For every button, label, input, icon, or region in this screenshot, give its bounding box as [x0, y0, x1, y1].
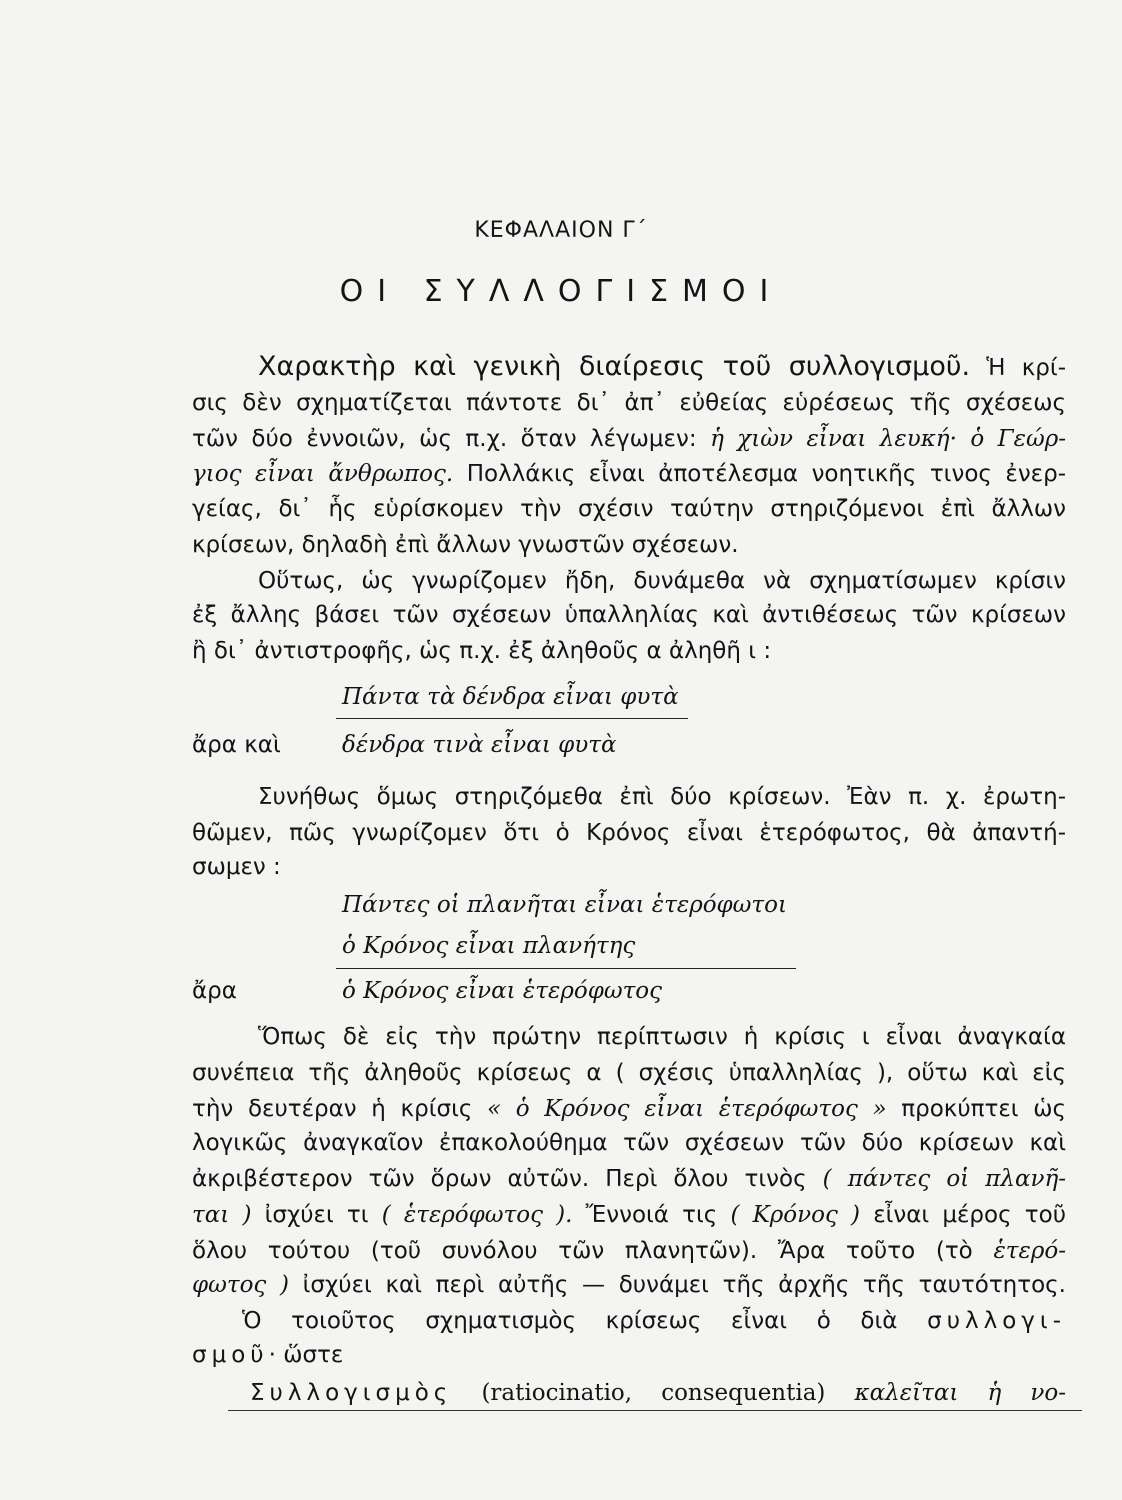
text-segment: Ἔννοιά τις	[585, 1202, 718, 1228]
text-segment: ἰσχύει τι	[264, 1202, 369, 1228]
italic-term: ( Κρόνος )	[730, 1202, 861, 1228]
paragraph-line: σις δὲν σχηματίζεται πάντοτε δι᾽ ἀπ᾽ εὐθείας εὑρέσεως τῆς σχέσεως	[192, 390, 1066, 416]
conclusion: ὁ Κρόνος εἶναι ἑτερόφωτος	[342, 978, 663, 1004]
latin-term: (ratiocinatio, consequentia)	[481, 1380, 826, 1406]
therefore-label: ἄρα	[192, 978, 237, 1004]
spaced-term: συλλογι-	[927, 1308, 1066, 1334]
conclusion: δένδρα τινὰ εἶναι φυτὰ	[342, 732, 617, 758]
text-segment: τῶν δύο ἐννοιῶν, ὡς π.χ. ὅταν λέγωμεν:	[192, 426, 697, 452]
italic-example: ἡ χιὼν εἶναι λευκή· ὁ Γεώρ-	[710, 426, 1066, 452]
minor-premise: ὁ Κρόνος εἶναι πλανήτης	[342, 933, 636, 959]
italic-term: καλεῖται ἡ νο-	[854, 1380, 1066, 1406]
italic-term: ( πάντες οἱ πλανῆ-	[822, 1166, 1067, 1192]
chapter-title: ΟΙ ΣΥΛΛΟΓΙΣΜΟΙ	[339, 274, 783, 309]
text-segment: ἰσχύει καὶ περὶ αὐτῆς — δυνάμει τῆς ἀρχῆς τῆς ταυτότητος.	[302, 1272, 1066, 1298]
text-segment: προκύπτει ὡς	[901, 1096, 1066, 1122]
italic-quote: « ὁ Κρόνος εἶναι ἑτερόφωτος »	[487, 1096, 887, 1122]
chapter-heading: ΚΕΦΑΛΑΙΟΝ Γ΄	[474, 218, 648, 243]
paragraph-line	[192, 1236, 1066, 1266]
italic-term: ἑτερό-	[993, 1238, 1067, 1264]
premise: Πάντα τὰ δένδρα εἶναι φυτὰ	[342, 684, 679, 710]
text-segment: Ἡ κρί-	[986, 355, 1066, 381]
therefore-label: ἄρα καὶ	[192, 732, 281, 758]
paragraph-line: κρίσεων, δηλαδὴ ἐπὶ ἄλλων γνωστῶν σχέσεων.	[192, 532, 739, 558]
paragraph-line	[192, 1306, 1066, 1336]
paragraph-line	[192, 459, 1066, 489]
section-lead: Χαρακτὴρ καὶ γενικὴ διαίρεσις τοῦ συλλογισμοῦ.	[258, 351, 971, 382]
paragraph-line	[192, 1094, 1066, 1124]
text-segment: Ὁ τοιοῦτος σχηματισμὸς κρίσεως εἶναι ὁ διὰ	[242, 1308, 898, 1334]
paragraph-line: συνέπεια τῆς ἀληθοῦς κρίσεως α ( σχέσις ὑπαλληλίας ), οὕτω καὶ εἰς	[192, 1060, 1066, 1086]
paragraph-line: σωμεν :	[192, 854, 281, 880]
italic-term: ( ἑτερόφωτος ).	[381, 1202, 573, 1228]
spaced-term: Συλλογισμὸς	[250, 1380, 453, 1406]
spaced-term: σμοῦ	[192, 1342, 269, 1368]
paragraph-line: λογικῶς ἀναγκαῖον ἐπακολούθημα τῶν σχέσεων τῶν δύο κρίσεων καὶ	[192, 1130, 1066, 1156]
italic-term: φωτος )	[192, 1272, 289, 1298]
major-premise: Πάντες οἱ πλανῆται εἶναι ἑτερόφωτοι	[342, 892, 788, 918]
text-segment: Πολλάκις εἶναι ἀποτέλεσμα νοητικῆς τινος ἐνερ-	[466, 461, 1067, 487]
text-segment: ἀκριβέστερον τῶν ὅρων αὐτῶν. Περὶ ὅλου τινὸς	[192, 1166, 807, 1192]
paragraph-line	[192, 1340, 1066, 1370]
inference-line	[336, 718, 688, 719]
paragraph-line: Ὅπως δὲ εἰς τὴν πρώτην περίπτωσιν ἡ κρίσις ι εἶναι ἀναγκαία	[258, 1024, 1066, 1050]
text-segment: ὅλου τούτου (τοῦ συνόλου τῶν πλανητῶν). Ἄρα τοῦτο (τὸ	[192, 1238, 973, 1264]
paragraph-line: γείας, δι᾽ ἧς εὑρίσκομεν τὴν σχέσιν ταύτην στηριζόμενοι ἐπὶ ἄλλων	[192, 496, 1066, 522]
paragraph-line	[192, 352, 1066, 383]
text-segment: εἶναι μέρος τοῦ	[873, 1202, 1066, 1228]
paragraph-line: Οὕτως, ὡς γνωρίζομεν ἤδη, δυνάμεθα νὰ σχηματίσωμεν κρίσιν	[258, 568, 1066, 594]
paragraph-line	[192, 1200, 1066, 1230]
paragraph-line: ἢ δι᾽ ἀντιστροφῆς, ὡς π.χ. ἐξ ἀληθοῦς α ἀληθῆ ι :	[192, 638, 772, 664]
paragraph-line: θῶμεν, πῶς γνωρίζομεν ὅτι ὁ Κρόνος εἶναι ἑτερόφωτος, θὰ ἀπαντή-	[192, 820, 1066, 846]
italic-example: γιος εἶναι ἄνθρωπος.	[192, 461, 454, 487]
paragraph-line: Συνήθως ὅμως στηριζόμεθα ἐπὶ δύο κρίσεων. Ἐὰν π. χ. ἐρωτη-	[258, 784, 1066, 810]
paragraph-line	[192, 424, 1066, 454]
inference-line	[336, 968, 796, 969]
text-segment: · ὥστε	[268, 1342, 344, 1368]
italic-term: ται )	[192, 1202, 252, 1228]
page-bottom-rule	[228, 1410, 1082, 1411]
paragraph-line	[192, 1270, 1066, 1300]
paragraph-line	[192, 1378, 1066, 1408]
paragraph-line: ἐξ ἄλλης βάσει τῶν σχέσεων ὑπαλληλίας καὶ ἀντιθέσεως τῶν κρίσεων	[192, 602, 1066, 628]
text-segment: τὴν δευτέραν ἡ κρίσις	[192, 1096, 473, 1122]
paragraph-line	[192, 1164, 1066, 1194]
